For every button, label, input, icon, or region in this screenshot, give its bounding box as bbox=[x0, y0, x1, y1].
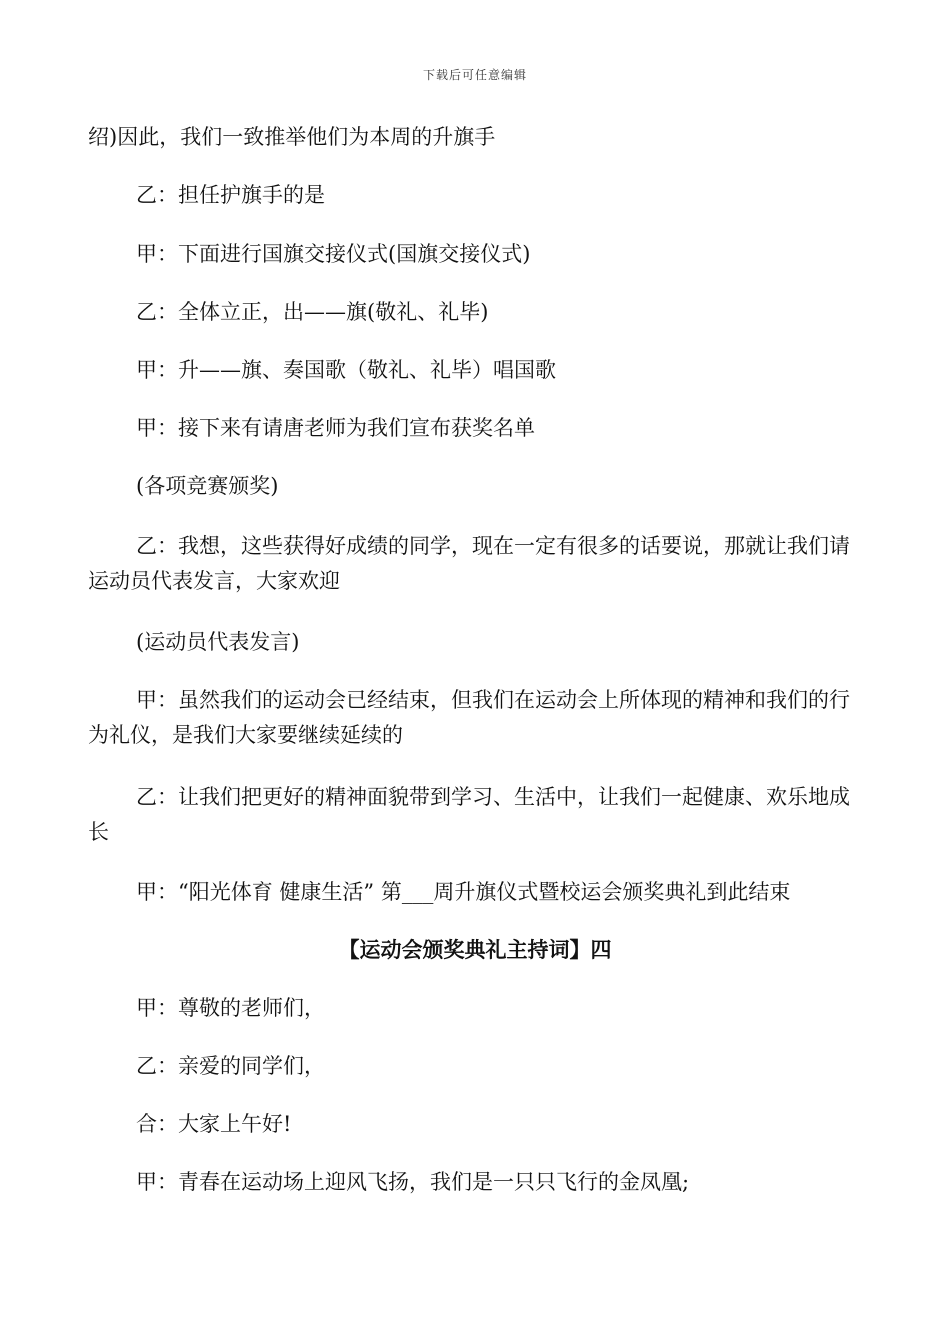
section-heading: 【运动会颁奖典礼主持词】四 bbox=[338, 938, 612, 962]
paragraph-greeting-all: 合：大家上午好! bbox=[136, 1112, 292, 1136]
paragraph-growth: 乙：让我们把更好的精神面貌带到学习、生活中，让我们一起健康、欢乐地成长 bbox=[88, 785, 850, 844]
paragraph-continuation: 绍)因此，我们一致推举他们为本周的升旗手 bbox=[88, 125, 496, 149]
paragraph-athlete-speech-intro: 乙：我想，这些获得好成绩的同学，现在一定有很多的话要说，那就让我们请运动员代表发言，大家欢迎 bbox=[88, 534, 850, 593]
paragraph-anthem: 甲：升——旗、奏国歌（敬礼、礼毕）唱国歌 bbox=[136, 358, 556, 382]
paragraph-flag-guards: 乙：担任护旗手的是 bbox=[136, 183, 325, 207]
paragraph-greeting-teachers: 甲：尊敬的老师们， bbox=[136, 996, 325, 1020]
paragraph-awards-note: (各项竞赛颁奖) bbox=[136, 474, 279, 498]
paragraph-flag-handover: 甲：下面进行国旗交接仪式(国旗交接仪式) bbox=[136, 242, 531, 266]
paragraph-award-list: 甲：接下来有请唐老师为我们宣布获奖名单 bbox=[136, 416, 535, 440]
paragraph-spirit: 甲：虽然我们的运动会已经结束，但我们在运动会上所体现的精神和我们的行为礼仪，是我们大家要继续延续的 bbox=[88, 688, 850, 747]
paragraph-youth: 甲：青春在运动场上迎风飞扬，我们是一只只飞行的金凤凰; bbox=[136, 1170, 690, 1194]
paragraph-closing: 甲：“阳光体育 健康生活” 第___周升旗仪式暨校运会颁奖典礼到此结束 bbox=[136, 880, 791, 904]
paragraph-attention: 乙：全体立正，出——旗(敬礼、礼毕) bbox=[136, 300, 489, 324]
paragraph-greeting-students: 乙：亲爱的同学们， bbox=[136, 1054, 325, 1078]
page-header: 下载后可任意编辑 bbox=[422, 68, 527, 82]
paragraph-athlete-speech-note: (运动员代表发言) bbox=[136, 630, 300, 654]
